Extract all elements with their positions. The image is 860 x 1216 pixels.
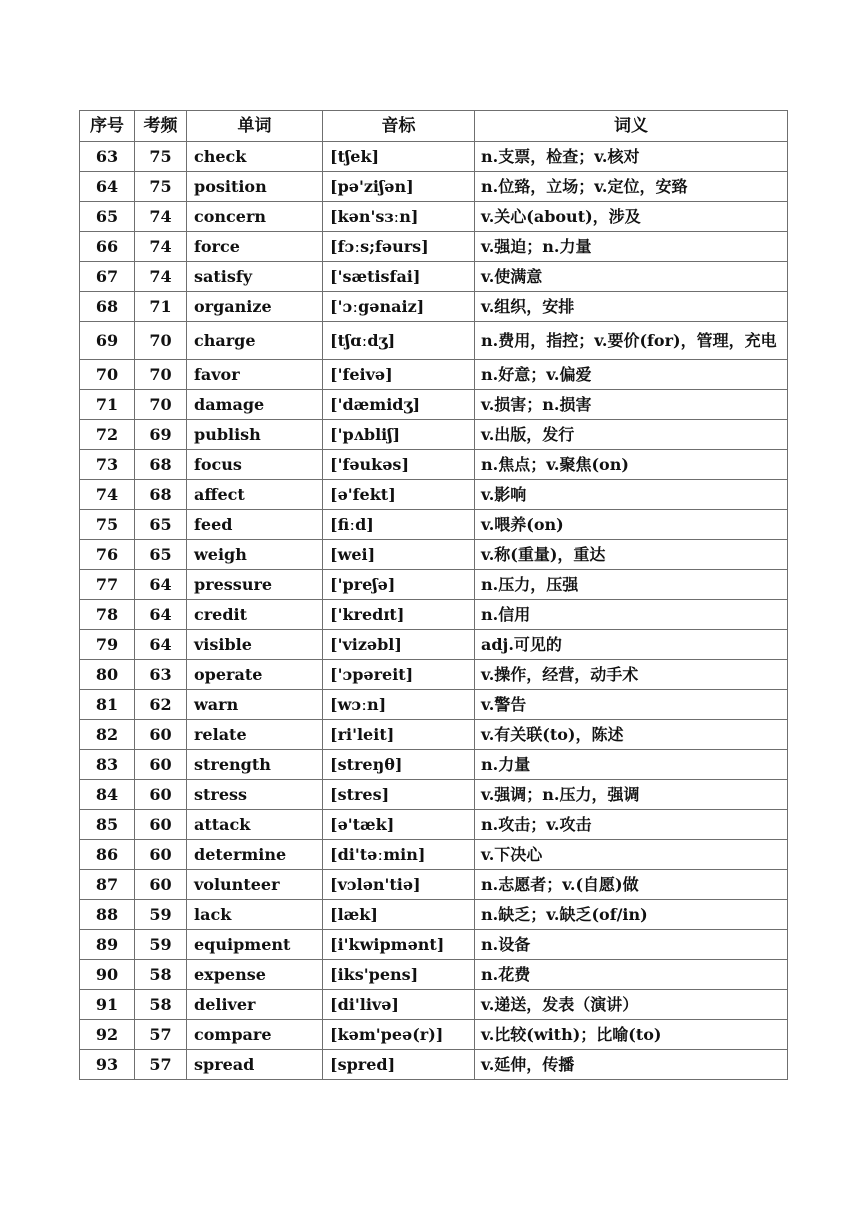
- cell-word: lack: [187, 900, 323, 930]
- cell-word: attack: [187, 810, 323, 840]
- cell-word: concern: [187, 202, 323, 232]
- table-row: [80, 1020, 788, 1050]
- cell-frequency: 74: [135, 232, 187, 262]
- table-row: [80, 780, 788, 810]
- cell-word: feed: [187, 510, 323, 540]
- cell-word: spread: [187, 1050, 323, 1080]
- cell-meaning: n.信用: [475, 600, 788, 630]
- table-row: [80, 750, 788, 780]
- cell-meaning: n.压力，压强: [475, 570, 788, 600]
- cell-frequency: 59: [135, 900, 187, 930]
- table-row: [80, 202, 788, 232]
- cell-meaning: v.称(重量)，重达: [475, 540, 788, 570]
- cell-number: 65: [80, 202, 135, 232]
- cell-number: 67: [80, 262, 135, 292]
- cell-frequency: 58: [135, 960, 187, 990]
- cell-meaning: n.力量: [475, 750, 788, 780]
- cell-meaning: n.支票，检查；v.核对: [475, 142, 788, 172]
- table-row: [80, 450, 788, 480]
- cell-frequency: 64: [135, 570, 187, 600]
- cell-frequency: 62: [135, 690, 187, 720]
- cell-phonetic: ['ɔpəreit]: [323, 660, 475, 690]
- cell-frequency: 65: [135, 510, 187, 540]
- cell-phonetic: ['vizəbl]: [323, 630, 475, 660]
- cell-frequency: 57: [135, 1020, 187, 1050]
- cell-phonetic: ['preʃə]: [323, 570, 475, 600]
- cell-word: determine: [187, 840, 323, 870]
- cell-number: 64: [80, 172, 135, 202]
- header-number: 序号: [80, 111, 135, 142]
- cell-word: expense: [187, 960, 323, 990]
- cell-frequency: 60: [135, 720, 187, 750]
- cell-word: focus: [187, 450, 323, 480]
- table-row: [80, 232, 788, 262]
- cell-word: affect: [187, 480, 323, 510]
- cell-frequency: 63: [135, 660, 187, 690]
- table-row: [80, 292, 788, 322]
- table-row: [80, 172, 788, 202]
- cell-meaning: n.位臵，立场；v.定位，安臵: [475, 172, 788, 202]
- cell-phonetic: [tʃek]: [323, 142, 475, 172]
- cell-number: 89: [80, 930, 135, 960]
- table-row: [80, 322, 788, 360]
- cell-frequency: 68: [135, 450, 187, 480]
- cell-phonetic: [di'livə]: [323, 990, 475, 1020]
- cell-phonetic: [pə'ziʃən]: [323, 172, 475, 202]
- cell-frequency: 57: [135, 1050, 187, 1080]
- cell-meaning: v.影响: [475, 480, 788, 510]
- cell-frequency: 70: [135, 360, 187, 390]
- cell-frequency: 60: [135, 780, 187, 810]
- cell-phonetic: [fɔːs;fəurs]: [323, 232, 475, 262]
- cell-frequency: 75: [135, 142, 187, 172]
- cell-phonetic: ['pʌbliʃ]: [323, 420, 475, 450]
- cell-word: force: [187, 232, 323, 262]
- table-row: [80, 262, 788, 292]
- cell-phonetic: [kəm'peə(r)]: [323, 1020, 475, 1050]
- cell-phonetic: ['kredɪt]: [323, 600, 475, 630]
- cell-number: 90: [80, 960, 135, 990]
- cell-number: 74: [80, 480, 135, 510]
- cell-word: credit: [187, 600, 323, 630]
- cell-word: compare: [187, 1020, 323, 1050]
- cell-number: 71: [80, 390, 135, 420]
- cell-frequency: 70: [135, 390, 187, 420]
- cell-frequency: 69: [135, 420, 187, 450]
- cell-meaning: n.费用，指控；v.要价(for)，管理，充电: [475, 322, 788, 360]
- cell-word: deliver: [187, 990, 323, 1020]
- cell-word: publish: [187, 420, 323, 450]
- cell-meaning: v.比较(with)；比喻(to): [475, 1020, 788, 1050]
- cell-meaning: n.志愿者；v.(自愿)做: [475, 870, 788, 900]
- cell-phonetic: [wei]: [323, 540, 475, 570]
- cell-meaning: n.缺乏；v.缺乏(of/in): [475, 900, 788, 930]
- cell-phonetic: [spred]: [323, 1050, 475, 1080]
- cell-word: position: [187, 172, 323, 202]
- table-row: [80, 810, 788, 840]
- table-row: [80, 390, 788, 420]
- cell-phonetic: [streŋθ]: [323, 750, 475, 780]
- cell-number: 69: [80, 322, 135, 360]
- cell-meaning: v.强迫；n.力量: [475, 232, 788, 262]
- cell-number: 78: [80, 600, 135, 630]
- cell-meaning: v.出版，发行: [475, 420, 788, 450]
- table-row: [80, 840, 788, 870]
- header-row: [80, 111, 788, 142]
- cell-word: equipment: [187, 930, 323, 960]
- cell-phonetic: [fiːd]: [323, 510, 475, 540]
- cell-word: satisfy: [187, 262, 323, 292]
- table-header: [80, 111, 788, 142]
- cell-number: 84: [80, 780, 135, 810]
- header-frequency: 考频: [135, 111, 187, 142]
- cell-phonetic: [kən'sɜːn]: [323, 202, 475, 232]
- cell-word: operate: [187, 660, 323, 690]
- cell-number: 85: [80, 810, 135, 840]
- header-phonetic: 音标: [323, 111, 475, 142]
- cell-phonetic: [ri'leit]: [323, 720, 475, 750]
- table-row: [80, 570, 788, 600]
- table-row: [80, 900, 788, 930]
- cell-phonetic: ['sætisfai]: [323, 262, 475, 292]
- cell-word: pressure: [187, 570, 323, 600]
- cell-number: 92: [80, 1020, 135, 1050]
- cell-frequency: 71: [135, 292, 187, 322]
- cell-meaning: v.递送，发表（演讲）: [475, 990, 788, 1020]
- cell-number: 91: [80, 990, 135, 1020]
- cell-meaning: v.有关联(to)，陈述: [475, 720, 788, 750]
- cell-frequency: 60: [135, 810, 187, 840]
- cell-word: organize: [187, 292, 323, 322]
- cell-word: warn: [187, 690, 323, 720]
- header-word: 单词: [187, 111, 323, 142]
- cell-meaning: v.损害；n.损害: [475, 390, 788, 420]
- cell-number: 66: [80, 232, 135, 262]
- table-row: [80, 142, 788, 172]
- header-meaning: 词义: [475, 111, 788, 142]
- cell-word: strength: [187, 750, 323, 780]
- cell-meaning: v.组织，安排: [475, 292, 788, 322]
- cell-number: 83: [80, 750, 135, 780]
- cell-phonetic: ['dæmidʒ]: [323, 390, 475, 420]
- cell-meaning: n.设备: [475, 930, 788, 960]
- cell-meaning: n.攻击；v.攻击: [475, 810, 788, 840]
- cell-word: charge: [187, 322, 323, 360]
- cell-frequency: 68: [135, 480, 187, 510]
- table-row: [80, 510, 788, 540]
- table-row: [80, 1050, 788, 1080]
- cell-phonetic: [di'təːmin]: [323, 840, 475, 870]
- cell-number: 88: [80, 900, 135, 930]
- table-row: [80, 660, 788, 690]
- cell-phonetic: [tʃɑːdʒ]: [323, 322, 475, 360]
- cell-number: 93: [80, 1050, 135, 1080]
- cell-phonetic: [ə'tæk]: [323, 810, 475, 840]
- cell-phonetic: [vɔlən'tiə]: [323, 870, 475, 900]
- cell-meaning: v.操作，经营，动手术: [475, 660, 788, 690]
- cell-word: relate: [187, 720, 323, 750]
- cell-number: 79: [80, 630, 135, 660]
- table-row: [80, 420, 788, 450]
- cell-phonetic: ['fəukəs]: [323, 450, 475, 480]
- cell-number: 86: [80, 840, 135, 870]
- cell-word: stress: [187, 780, 323, 810]
- table-row: [80, 480, 788, 510]
- cell-number: 87: [80, 870, 135, 900]
- cell-phonetic: [wɔːn]: [323, 690, 475, 720]
- cell-word: weigh: [187, 540, 323, 570]
- cell-frequency: 59: [135, 930, 187, 960]
- cell-frequency: 70: [135, 322, 187, 360]
- table-row: [80, 930, 788, 960]
- cell-frequency: 65: [135, 540, 187, 570]
- cell-meaning: v.关心(about)，涉及: [475, 202, 788, 232]
- cell-meaning: adj.可见的: [475, 630, 788, 660]
- cell-frequency: 60: [135, 870, 187, 900]
- cell-word: visible: [187, 630, 323, 660]
- cell-phonetic: ['feivə]: [323, 360, 475, 390]
- cell-phonetic: [i'kwipmənt]: [323, 930, 475, 960]
- cell-meaning: v.喂养(on): [475, 510, 788, 540]
- cell-number: 73: [80, 450, 135, 480]
- cell-word: volunteer: [187, 870, 323, 900]
- cell-number: 77: [80, 570, 135, 600]
- cell-phonetic: [læk]: [323, 900, 475, 930]
- cell-frequency: 74: [135, 202, 187, 232]
- cell-meaning: n.花费: [475, 960, 788, 990]
- cell-number: 81: [80, 690, 135, 720]
- cell-frequency: 64: [135, 600, 187, 630]
- cell-frequency: 60: [135, 840, 187, 870]
- cell-frequency: 58: [135, 990, 187, 1020]
- cell-frequency: 74: [135, 262, 187, 292]
- table-row: [80, 630, 788, 660]
- cell-word: check: [187, 142, 323, 172]
- cell-meaning: n.好意；v.偏爱: [475, 360, 788, 390]
- cell-phonetic: [stres]: [323, 780, 475, 810]
- cell-meaning: v.下决心: [475, 840, 788, 870]
- table-row: [80, 690, 788, 720]
- table-body: [80, 142, 788, 1080]
- vocabulary-table: [79, 110, 788, 1080]
- table-row: [80, 720, 788, 750]
- cell-number: 70: [80, 360, 135, 390]
- cell-phonetic: ['ɔːgənaiz]: [323, 292, 475, 322]
- cell-number: 68: [80, 292, 135, 322]
- cell-word: damage: [187, 390, 323, 420]
- cell-phonetic: [ə'fekt]: [323, 480, 475, 510]
- cell-frequency: 64: [135, 630, 187, 660]
- table-row: [80, 540, 788, 570]
- cell-frequency: 75: [135, 172, 187, 202]
- table-row: [80, 960, 788, 990]
- cell-frequency: 60: [135, 750, 187, 780]
- cell-meaning: v.警告: [475, 690, 788, 720]
- cell-phonetic: [iks'pens]: [323, 960, 475, 990]
- table-row: [80, 990, 788, 1020]
- cell-number: 76: [80, 540, 135, 570]
- cell-number: 63: [80, 142, 135, 172]
- cell-number: 75: [80, 510, 135, 540]
- table-row: [80, 600, 788, 630]
- cell-meaning: v.延伸，传播: [475, 1050, 788, 1080]
- cell-meaning: v.使满意: [475, 262, 788, 292]
- cell-word: favor: [187, 360, 323, 390]
- cell-meaning: n.焦点；v.聚焦(on): [475, 450, 788, 480]
- cell-meaning: v.强调；n.压力，强调: [475, 780, 788, 810]
- cell-number: 80: [80, 660, 135, 690]
- table-row: [80, 360, 788, 390]
- cell-number: 72: [80, 420, 135, 450]
- table-row: [80, 870, 788, 900]
- cell-number: 82: [80, 720, 135, 750]
